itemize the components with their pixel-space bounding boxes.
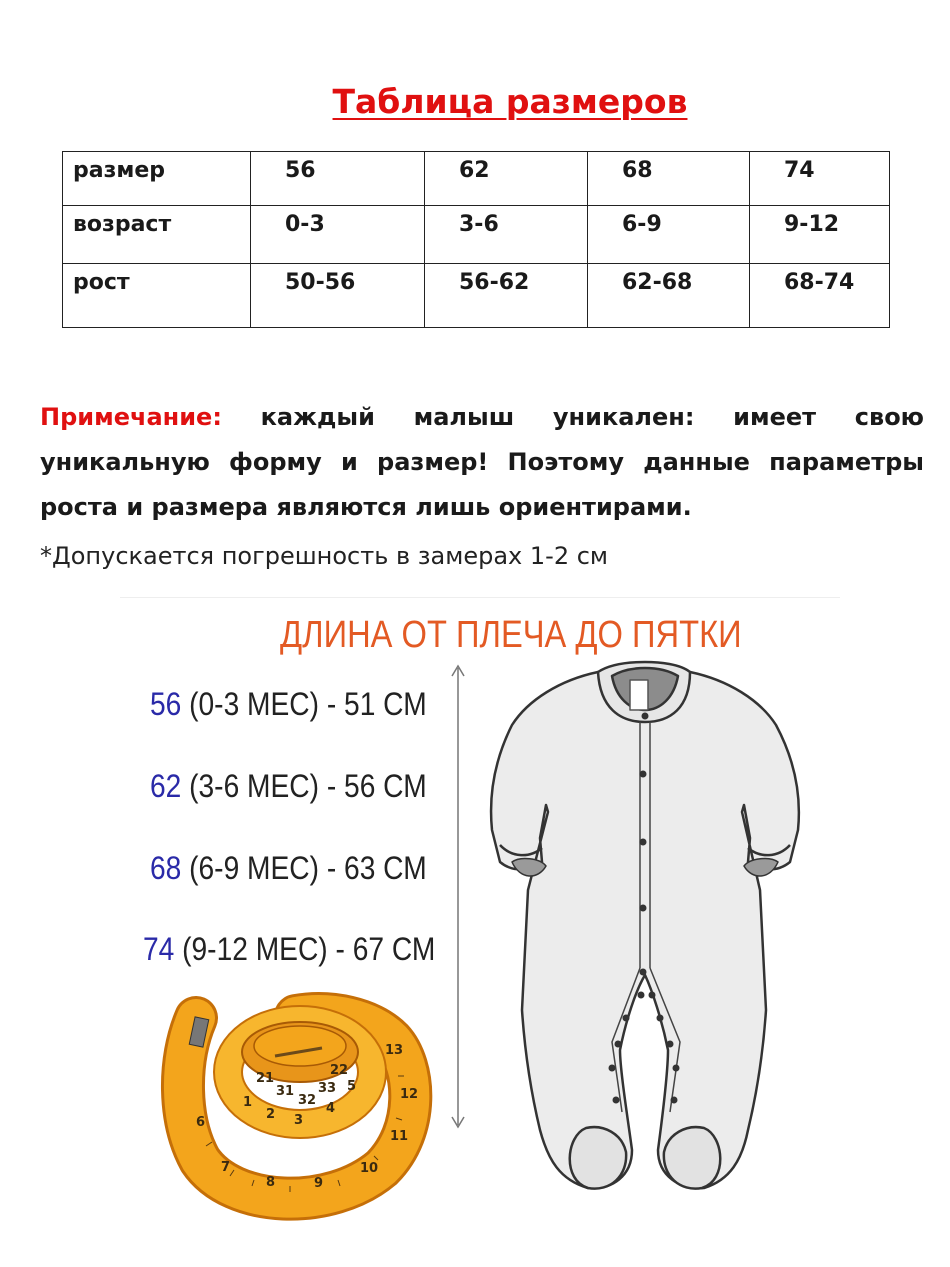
table-cell: 56	[251, 152, 425, 206]
length-row-desc: (9-12 МЕС) - 67 СМ	[174, 931, 436, 967]
tape-number: 4	[326, 1101, 336, 1116]
tape-number: 1	[243, 1095, 253, 1110]
table-cell: 62	[425, 152, 588, 206]
table-cell: 0-3	[251, 206, 425, 264]
tape-number: 5	[347, 1079, 357, 1094]
note-label: Примечание:	[40, 403, 222, 431]
length-section-title: ДЛИНА ОТ ПЛЕЧА ДО ПЯТКИ	[280, 614, 742, 656]
page-title: Таблица размеров	[332, 82, 688, 121]
tape-number: 11	[390, 1129, 409, 1144]
tape-number: 31	[276, 1084, 295, 1099]
note-text: каждый малыш уникален: имеет свою уникальную форму и размер! Поэтому данные параметры роста и размера являются лишь ориентирами.	[40, 403, 925, 521]
table-cell: 62-68	[588, 264, 750, 328]
table-cell: 50-56	[251, 264, 425, 328]
tape-number: 33	[318, 1081, 337, 1096]
table-cell: 68-74	[750, 264, 890, 328]
table-cell: 68	[588, 152, 750, 206]
tape-number: 12	[400, 1087, 419, 1102]
length-row-desc: (3-6 МЕС) - 56 СМ	[181, 768, 427, 804]
tape-number: 6	[196, 1115, 206, 1130]
table-cell: 74	[750, 152, 890, 206]
tape-number: 3	[294, 1113, 304, 1128]
table-cell: 6-9	[588, 206, 750, 264]
tape-number: 22	[330, 1063, 349, 1078]
tape-number: 21	[256, 1071, 275, 1086]
length-row-size: 68	[150, 850, 182, 886]
row-label: размер	[63, 152, 251, 206]
tape-measure-icon	[183, 1014, 418, 1199]
row-label: возраст	[63, 206, 251, 264]
tape-number: 8	[266, 1175, 276, 1190]
row-label: рост	[63, 264, 251, 328]
tape-number: 13	[385, 1043, 404, 1058]
length-row-desc: (6-9 МЕС) - 63 СМ	[181, 850, 427, 886]
tape-number: 9	[314, 1176, 324, 1191]
tape-number: 32	[298, 1093, 317, 1108]
tape-number: 7	[221, 1160, 231, 1175]
tape-number: 10	[360, 1161, 379, 1176]
table-cell: 56-62	[425, 264, 588, 328]
sleepsuit-icon	[491, 662, 799, 1189]
length-row-size: 74	[143, 931, 175, 967]
length-row-size: 62	[150, 768, 182, 804]
length-arrow-icon	[452, 666, 464, 1127]
table-cell: 3-6	[425, 206, 588, 264]
length-row-size: 56	[150, 686, 182, 722]
length-row-desc: (0-3 МЕС) - 51 СМ	[181, 686, 427, 722]
tolerance-note: *Допускается погрешность в замерах 1-2 см	[40, 542, 609, 570]
tape-number: 2	[266, 1107, 276, 1122]
table-cell: 9-12	[750, 206, 890, 264]
